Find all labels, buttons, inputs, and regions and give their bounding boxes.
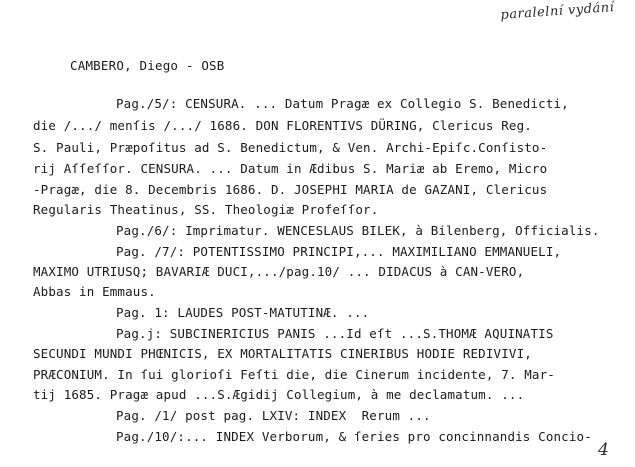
page-number: 4: [598, 440, 609, 460]
text-line: PRÆCONIUM. In ſui glorioſi Feſti die, die Cinerum incidente, 7. Mar-: [33, 367, 555, 382]
text-line: Regularis Theatinus, SS. Theologiæ Profeſſor.: [33, 202, 379, 217]
text-line: MAXIMO UTRIUSQ; BAVARIÆ DUCI,.../pag.10/ ... DIDACUS à CAN-VERO,: [33, 264, 525, 279]
text-line: rij Aſſeſſor. CENSURA. ... Datum in Ædibus S. Mariæ ab Eremo, Micro: [33, 161, 548, 176]
text-line: -Pragæ, die 8. Decembris 1686. D. JOSEPHI MARIA de GAZANI, Clericus: [33, 182, 548, 197]
text-line: tij 1685. Pragæ apud ...S.Ægidij Collegium, à me declamatum. ...: [33, 387, 525, 402]
text-line: S. Pauli, Præpoſitus ad S. Benedictum, & Ven. Archi-Epiſc.Conſisto-: [33, 140, 548, 155]
text-line: Pag.j: SUBCINERICIUS PANIS ...Id eſt ...S.THOMÆ AQUINATIS: [116, 326, 554, 341]
text-line: Abbas in Emmaus.: [33, 284, 156, 299]
text-line: Pag./6/: Imprimatur. WENCESLAUS BILEK, à Bilenberg, Officialis.: [116, 223, 600, 238]
text-line: Pag./5/: CENSURA. ... Datum Pragæ ex Collegio S. Benedicti,: [116, 96, 569, 111]
text-line: Pag. /7/: POTENTISSIMO PRINCIPI,... MAXIMILIANO EMMANUELI,: [116, 244, 562, 259]
text-line: Pag. /1/ post pag. LXIV: INDEX Rerum ...: [116, 408, 431, 423]
entry-heading: CAMBERO, Diego - OSB: [70, 58, 225, 73]
text-line: die /.../ menſis /.../ 1686. DON FLORENTIVS DÜRING, Clericus Reg.: [33, 118, 532, 133]
text-line: Pag. 1: LAUDES POST-MATUTINÆ. ...: [116, 305, 370, 320]
text-line: Pag./10/:... INDEX Verborum, & ſeries pro concinnandis Concio-: [116, 429, 592, 444]
handwritten-note: paralelní vydání: [500, 0, 615, 23]
text-line: SECUNDI MUNDI PHŒNICIS, EX MORTALITATIS CINERIBUS HODIE REDIVIVI,: [33, 346, 532, 361]
